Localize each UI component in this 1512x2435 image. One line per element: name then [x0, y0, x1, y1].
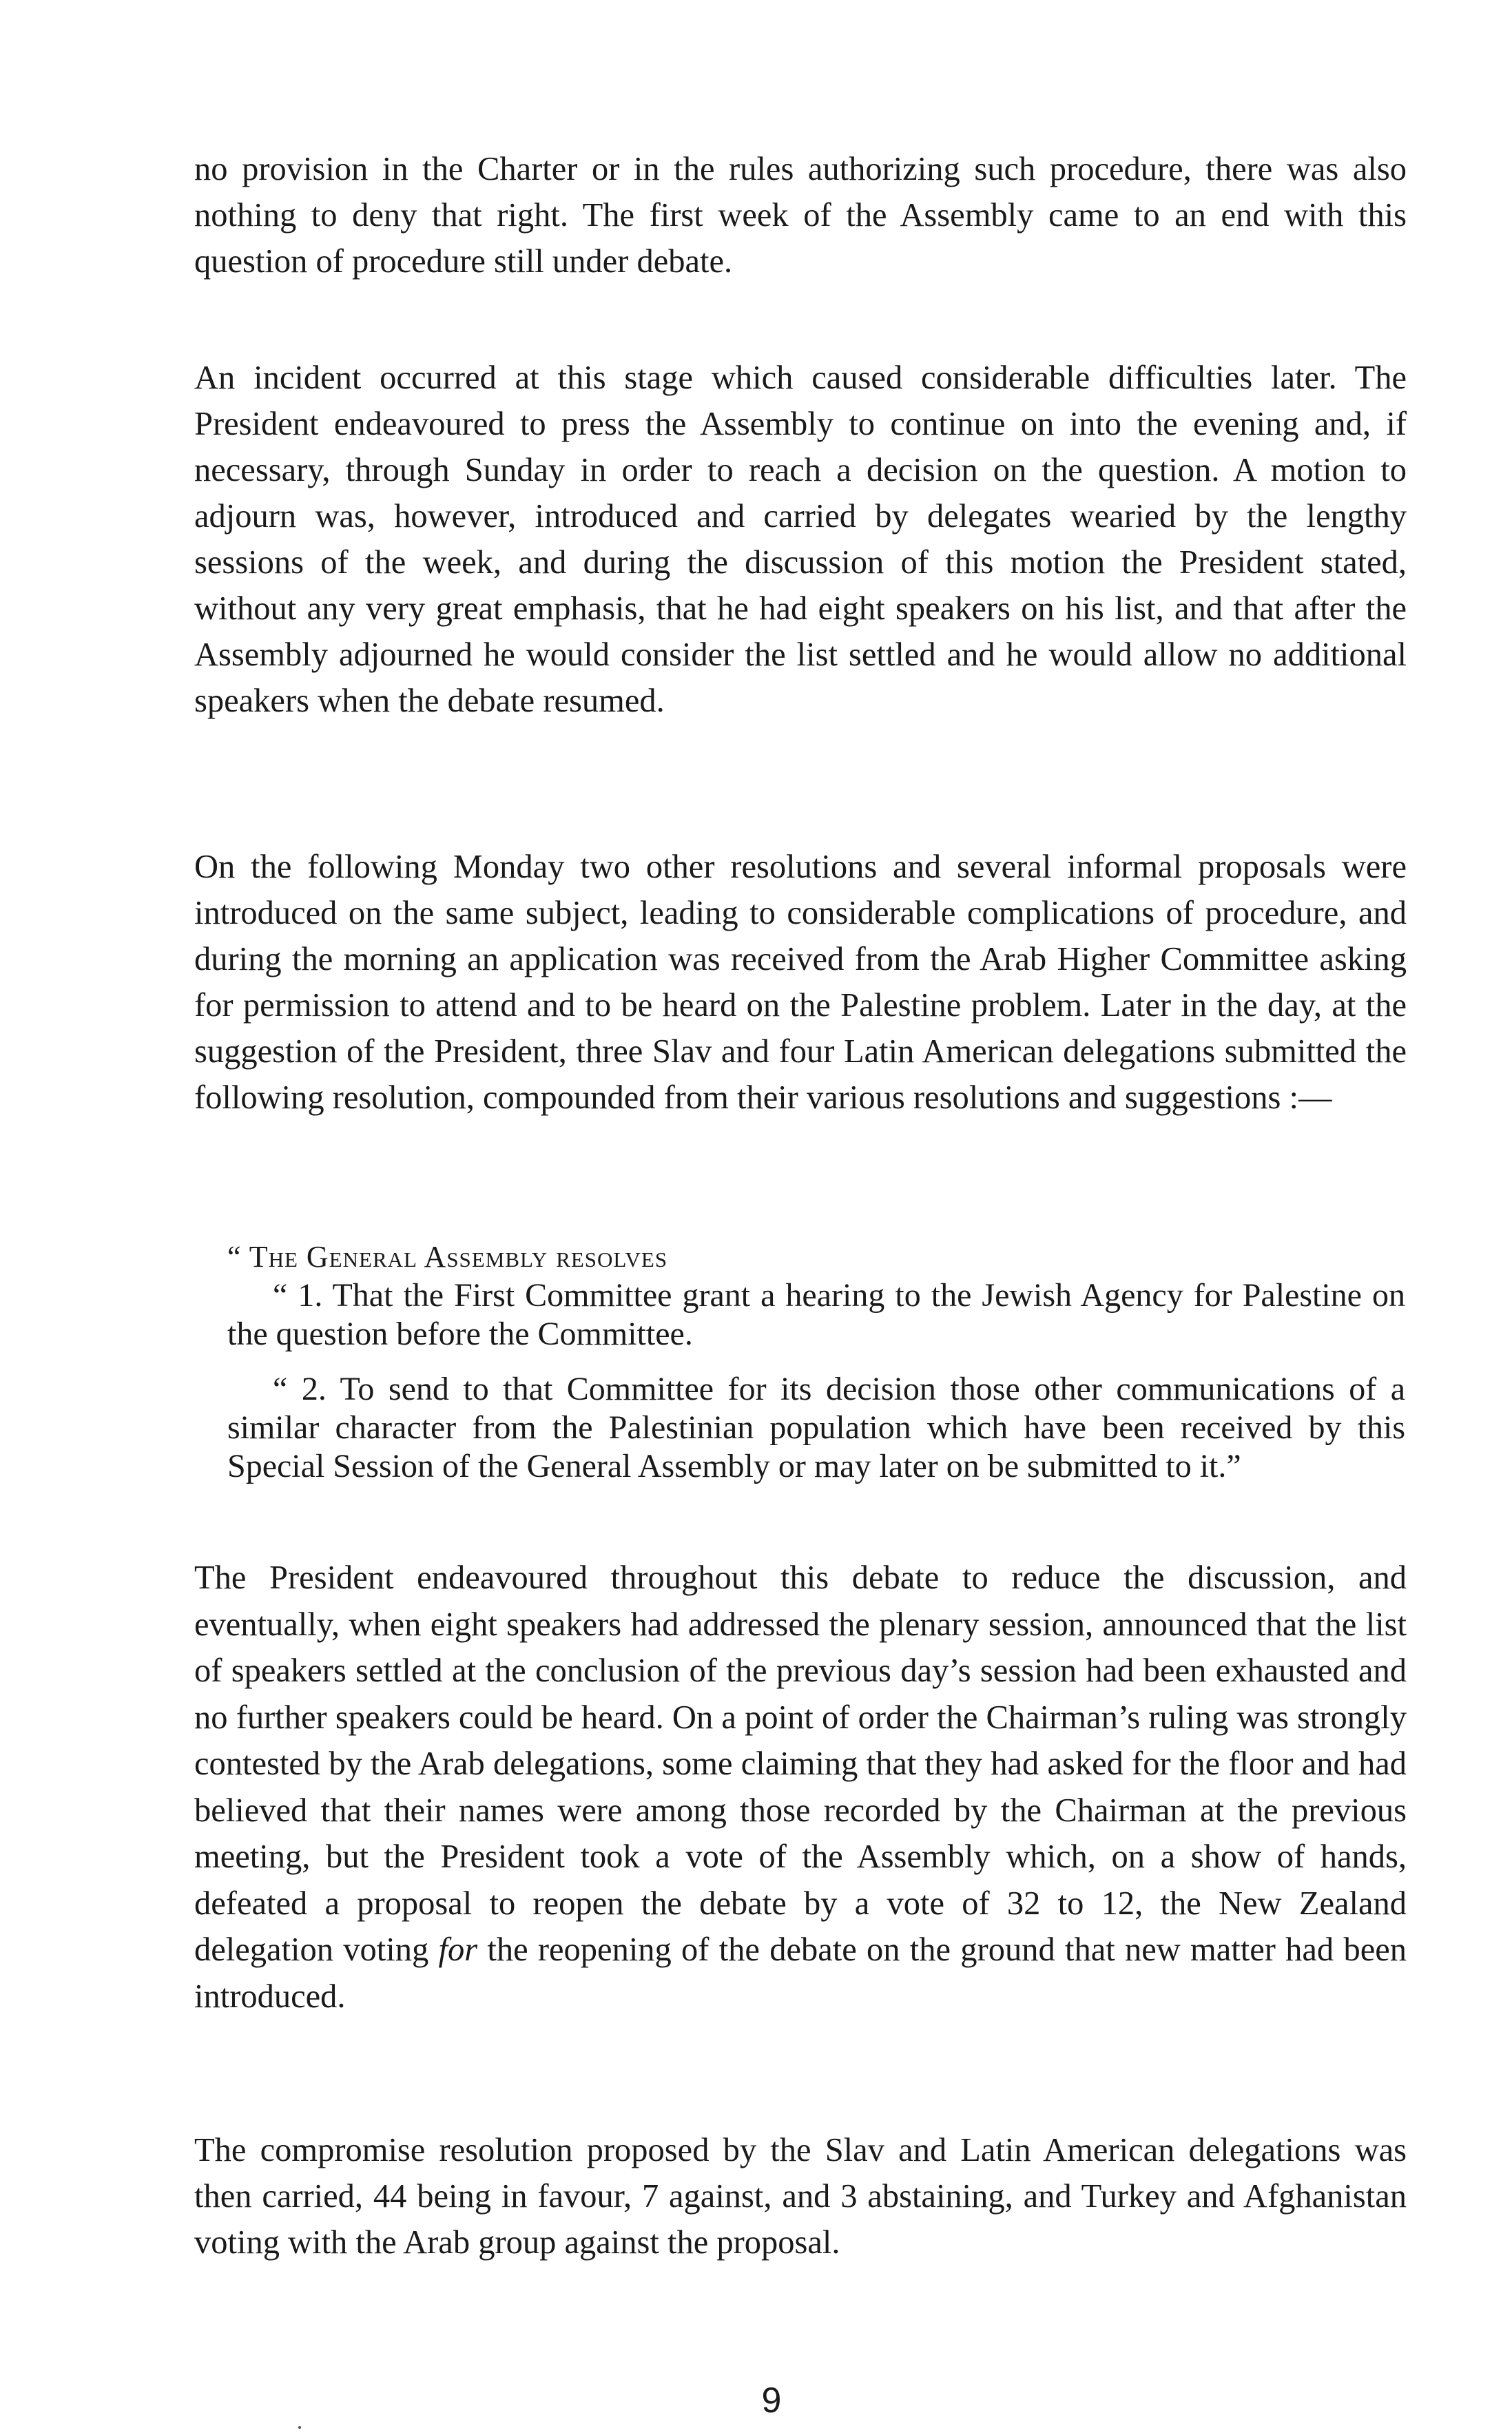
page-number: 9	[761, 2381, 782, 2421]
paragraph-4	[194, 1555, 1407, 2020]
paragraph-1: no provision in the Charter or in the rules authorizing such procedure, there was also nothing to deny that right. The first week of the Assembly came to an end with this question of procedure still under debate.	[194, 151, 1407, 280]
print-speck	[298, 2426, 301, 2429]
paragraph-4-text-a: The President endeavoured throughout this debate to reduce the discussion, and eventually, when eight speakers had addressed the plenary session, announced that the list of speakers settled at the conclusion of the previous day’s session had been exhausted and no further speakers could be heard. On a point of order the Chairman’s ruling was strongly contested by the Arab delegations, some claiming that they had asked for the floor and had believed that their names were among those recorded by the Chairman at the previous meeting, but the President took a vote of the Assembly which, on a show of hands, defeated a proposal to reopen the debate by a vote of 32 to 12, the New Zealand delegation voting	[194, 1560, 1407, 1968]
resolution-item-2: “ 2. To send to that Committee for its decision those other communications of a similar character from the Palestinian population which have been received by this Special Session of the General Assembly or may later on be submitted to it.”	[227, 1371, 1405, 1484]
paragraph-3: On the following Monday two other resolutions and several informal proposals were introduced on the same subject, leading to considerable complications of procedure, and during the morning an application was received from the Arab Higher Committee asking for permission to attend and to be heard on the Palestine problem. Later in the day, at the suggestion of the President, three Slav and four Latin American delegations submitted the following resolution, compounded from their various resolutions and suggestions :—	[194, 849, 1407, 1116]
paragraph-4-italic-word: for	[438, 1931, 478, 1968]
paragraph-5: The compromise resolution proposed by the Slav and Latin American delegations was then carried, 44 being in favour, 7 against, and 3 abstaining, and Turkey and Afghanistan voting with the Arab group against the proposal.	[194, 2132, 1407, 2261]
paragraph-2: An incident occurred at this stage which caused considerable difficulties later. The President endeavoured to press the Assembly to continue on into the evening and, if necessary, through Sunday in order to reach a decision on the question. A motion to adjourn was, however, introduced and carried by delegates wearied by the lengthy sessions of the week, and during the discussion of this motion the President stated, without any very great emphasis, that he had eight speakers on his list, and that after the Assembly adjourned he would consider the list settled and he would allow no additional speakers when the debate resumed.	[194, 360, 1407, 719]
paragraph-4-text-b: the reopening of the debate on the ground that new matter had been introduced.	[194, 1931, 1407, 2015]
resolution-item-1: “ 1. That the First Committee grant a hearing to the Jewish Agency for Palestine on the question before the Committee.	[227, 1277, 1405, 1352]
resolution-heading: “ The General Assembly resolves	[227, 1240, 668, 1274]
